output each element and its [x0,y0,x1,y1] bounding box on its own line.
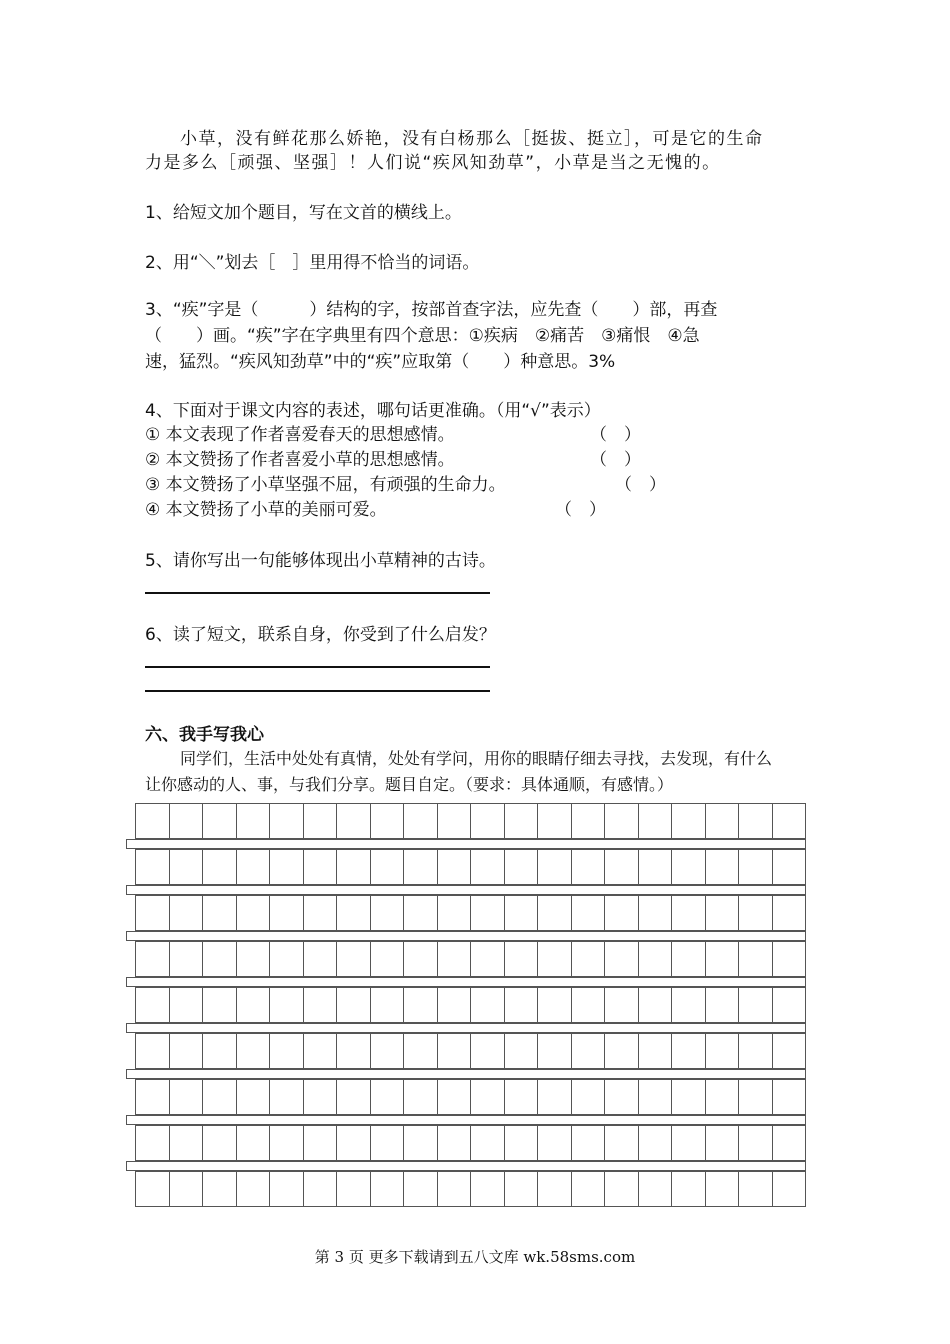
grid-cell[interactable] [136,895,170,931]
grid-row [135,987,806,1023]
grid-cell[interactable] [203,849,237,885]
grid-cell[interactable] [404,941,438,977]
grid-cell[interactable] [505,849,539,885]
grid-cell[interactable] [538,1171,572,1207]
grid-cell[interactable] [371,941,405,977]
grid-cell[interactable] [304,1079,338,1115]
grid-cell[interactable] [706,803,740,839]
section-title: 六、我手写我心 [145,725,264,745]
page-footer: 第 3 页 更多下载请到五八文库 wk.58sms.com [314,1248,636,1266]
grid-cell[interactable] [505,803,539,839]
grid-cell[interactable] [270,1079,304,1115]
grid-cell[interactable] [572,1033,606,1069]
grid-cell[interactable] [773,1079,807,1115]
grid-cell[interactable] [538,895,572,931]
grid-cell[interactable] [304,987,338,1023]
grid-cell[interactable] [237,987,271,1023]
q4-option: ④ 本文赞扬了小草的美丽可爱。 [145,500,387,520]
grid-spacer [126,1115,806,1125]
grid-row [135,849,806,885]
grid-cell[interactable] [538,803,572,839]
grid-cell[interactable] [471,987,505,1023]
grid-cell[interactable] [773,1171,807,1207]
grid-cell[interactable] [739,941,773,977]
grid-cell[interactable] [572,1171,606,1207]
grid-cell[interactable] [538,1033,572,1069]
q4-option: ② 本文赞扬了作者喜爱小草的思想感情。 [145,450,455,470]
grid-cell[interactable] [672,1079,706,1115]
grid-cell[interactable] [605,1171,639,1207]
grid-cell[interactable] [270,803,304,839]
grid-cell[interactable] [136,1125,170,1161]
grid-spacer [126,1069,806,1079]
grid-cell[interactable] [371,1033,405,1069]
grid-cell[interactable] [773,1033,807,1069]
grid-row [135,803,806,839]
grid-cell[interactable] [773,895,807,931]
grid-cell[interactable] [270,1033,304,1069]
grid-cell[interactable] [371,1171,405,1207]
grid-cell[interactable] [136,1079,170,1115]
grid-cell[interactable] [304,895,338,931]
grid-cell[interactable] [404,849,438,885]
grid-cell[interactable] [505,1079,539,1115]
grid-cell[interactable] [639,1171,673,1207]
grid-cell[interactable] [136,849,170,885]
grid-cell[interactable] [304,803,338,839]
grid-cell[interactable] [639,987,673,1023]
question-1: 1、给短文加个题目，写在文首的横线上。 [145,203,462,223]
grid-cell[interactable] [706,895,740,931]
grid-cell[interactable] [471,895,505,931]
grid-cell[interactable] [605,987,639,1023]
grid-cell[interactable] [672,895,706,931]
grid-cell[interactable] [672,987,706,1023]
grid-cell[interactable] [572,803,606,839]
grid-cell[interactable] [471,1171,505,1207]
grid-cell[interactable] [438,803,472,839]
grid-cell[interactable] [639,1125,673,1161]
grid-cell[interactable] [237,1125,271,1161]
writing-grid[interactable] [126,803,806,1207]
grid-cell[interactable] [706,1033,740,1069]
question-4: 4、下面对于课文内容的表述，哪句话更准确。（用“√”表示） [145,401,601,421]
grid-cell[interactable] [505,895,539,931]
grid-cell[interactable] [639,1033,673,1069]
grid-cell[interactable] [438,941,472,977]
question-3: 速，猛烈。“疾风知劲草”中的“疾”应取第（ ）种意思。3% [145,352,616,372]
grid-cell[interactable] [203,895,237,931]
grid-cell[interactable] [538,849,572,885]
grid-cell[interactable] [170,1171,204,1207]
passage-line: 小草，没有鲜花那么娇艳，没有白杨那么［挺拔、挺立］，可是它的生命 [180,129,764,149]
grid-cell[interactable] [404,1033,438,1069]
q4-option: ① 本文表现了作者喜爱春天的思想感情。 [145,425,455,445]
grid-cell[interactable] [605,1079,639,1115]
grid-cell[interactable] [203,1171,237,1207]
grid-cell[interactable] [438,1171,472,1207]
grid-cell[interactable] [672,849,706,885]
grid-cell[interactable] [672,1171,706,1207]
grid-spacer [126,1023,806,1033]
question-6: 6、读了短文，联系自身，你受到了什么启发？ [145,625,496,645]
grid-cell[interactable] [203,1125,237,1161]
grid-cell[interactable] [203,987,237,1023]
grid-cell[interactable] [170,941,204,977]
grid-cell[interactable] [337,1125,371,1161]
grid-cell[interactable] [739,1033,773,1069]
grid-cell[interactable] [773,941,807,977]
grid-spacer [126,885,806,895]
grid-cell[interactable] [404,1171,438,1207]
grid-cell[interactable] [337,895,371,931]
grid-cell[interactable] [773,987,807,1023]
grid-cell[interactable] [237,849,271,885]
grid-cell[interactable] [605,803,639,839]
grid-cell[interactable] [572,849,606,885]
grid-cell[interactable] [739,803,773,839]
grid-cell[interactable] [605,1033,639,1069]
grid-cell[interactable] [304,849,338,885]
grid-cell[interactable] [371,849,405,885]
grid-cell[interactable] [203,941,237,977]
grid-cell[interactable] [170,1125,204,1161]
grid-row [135,1079,806,1115]
grid-spacer [126,1161,806,1171]
grid-cell[interactable] [170,895,204,931]
q4-answer-blank[interactable]: （ ） [590,450,641,470]
grid-cell[interactable] [371,803,405,839]
grid-cell[interactable] [337,941,371,977]
grid-cell[interactable] [572,895,606,931]
q4-answer-blank[interactable]: （ ） [615,475,666,495]
grid-cell[interactable] [572,941,606,977]
grid-cell[interactable] [505,1125,539,1161]
grid-cell[interactable] [270,987,304,1023]
grid-cell[interactable] [438,849,472,885]
grid-cell[interactable] [438,1125,472,1161]
grid-cell[interactable] [170,803,204,839]
grid-cell[interactable] [773,803,807,839]
grid-cell[interactable] [605,941,639,977]
grid-cell[interactable] [404,1079,438,1115]
grid-cell[interactable] [605,895,639,931]
grid-spacer [126,931,806,941]
grid-cell[interactable] [136,1171,170,1207]
grid-cell[interactable] [639,941,673,977]
grid-cell[interactable] [505,1171,539,1207]
grid-cell[interactable] [304,1125,338,1161]
grid-cell[interactable] [304,1033,338,1069]
grid-cell[interactable] [170,849,204,885]
grid-cell[interactable] [639,895,673,931]
grid-cell[interactable] [739,1171,773,1207]
grid-cell[interactable] [471,1033,505,1069]
grid-cell[interactable] [203,803,237,839]
grid-cell[interactable] [237,803,271,839]
question-3: 3、“疾”字是（ ）结构的字，按部首查字法，应先查（ ）部，再查 [145,300,718,320]
grid-cell[interactable] [505,941,539,977]
grid-cell[interactable] [739,987,773,1023]
grid-cell[interactable] [404,1125,438,1161]
grid-cell[interactable] [438,987,472,1023]
answer-line[interactable] [145,592,490,594]
grid-cell[interactable] [706,849,740,885]
grid-cell[interactable] [672,941,706,977]
grid-cell[interactable] [304,941,338,977]
grid-cell[interactable] [672,1033,706,1069]
grid-cell[interactable] [203,1079,237,1115]
grid-row [135,941,806,977]
question-5: 5、请你写出一句能够体现出小草精神的古诗。 [145,551,496,571]
grid-cell[interactable] [237,1171,271,1207]
grid-cell[interactable] [136,987,170,1023]
grid-cell[interactable] [538,1079,572,1115]
grid-cell[interactable] [639,849,673,885]
grid-cell[interactable] [136,941,170,977]
grid-cell[interactable] [371,1079,405,1115]
grid-cell[interactable] [672,1125,706,1161]
grid-cell[interactable] [538,987,572,1023]
section-prompt: 让你感动的人、事，与我们分享。题目自定。（要求：具体通顺，有感情。） [145,775,674,794]
grid-cell[interactable] [337,1033,371,1069]
grid-cell[interactable] [505,1033,539,1069]
grid-cell[interactable] [739,895,773,931]
grid-cell[interactable] [371,1125,405,1161]
grid-cell[interactable] [170,987,204,1023]
grid-cell[interactable] [136,1033,170,1069]
grid-cell[interactable] [203,1033,237,1069]
grid-cell[interactable] [404,987,438,1023]
grid-cell[interactable] [136,803,170,839]
grid-cell[interactable] [639,803,673,839]
grid-cell[interactable] [706,1171,740,1207]
grid-cell[interactable] [371,895,405,931]
answer-line[interactable] [145,690,490,692]
grid-cell[interactable] [438,1033,472,1069]
grid-cell[interactable] [672,803,706,839]
q4-option: ③ 本文赞扬了小草坚强不屈，有顽强的生命力。 [145,475,506,495]
grid-cell[interactable] [739,849,773,885]
grid-cell[interactable] [605,1125,639,1161]
grid-cell[interactable] [572,987,606,1023]
grid-cell[interactable] [270,941,304,977]
grid-cell[interactable] [572,1079,606,1115]
grid-row [135,895,806,931]
grid-spacer [126,839,806,849]
grid-cell[interactable] [471,941,505,977]
q4-answer-blank[interactable]: （ ） [590,425,641,445]
grid-cell[interactable] [739,1125,773,1161]
grid-cell[interactable] [371,987,405,1023]
grid-cell[interactable] [739,1079,773,1115]
grid-cell[interactable] [304,1171,338,1207]
grid-cell[interactable] [337,803,371,839]
grid-cell[interactable] [605,849,639,885]
grid-cell[interactable] [538,1125,572,1161]
grid-cell[interactable] [337,849,371,885]
question-2: 2、用“＼”划去［ ］里用得不恰当的词语。 [145,253,480,273]
grid-cell[interactable] [706,987,740,1023]
grid-cell[interactable] [270,849,304,885]
grid-cell[interactable] [337,987,371,1023]
section-prompt: 同学们，生活中处处有真情，处处有学问，用你的眼睛仔细去寻找，去发现，有什么 [180,749,773,768]
grid-cell[interactable] [404,895,438,931]
grid-cell[interactable] [438,895,472,931]
grid-cell[interactable] [237,895,271,931]
grid-cell[interactable] [170,1033,204,1069]
grid-cell[interactable] [572,1125,606,1161]
grid-cell[interactable] [270,1171,304,1207]
grid-cell[interactable] [170,1079,204,1115]
grid-cell[interactable] [237,1079,271,1115]
grid-cell[interactable] [404,803,438,839]
grid-row [135,1033,806,1069]
grid-cell[interactable] [471,849,505,885]
grid-cell[interactable] [706,1079,740,1115]
grid-cell[interactable] [438,1079,472,1115]
grid-cell[interactable] [270,1125,304,1161]
answer-line[interactable] [145,666,490,668]
grid-cell[interactable] [471,1125,505,1161]
grid-row [135,1125,806,1161]
grid-row [135,1171,806,1207]
grid-cell[interactable] [270,895,304,931]
grid-cell[interactable] [505,987,539,1023]
passage-line: 力是多么［顽强、坚强］！人们说“疾风知劲草”，小草是当之无愧的。 [145,153,721,173]
grid-cell[interactable] [773,1125,807,1161]
grid-cell[interactable] [471,803,505,839]
grid-cell[interactable] [237,941,271,977]
grid-cell[interactable] [773,849,807,885]
grid-cell[interactable] [471,1079,505,1115]
grid-cell[interactable] [706,941,740,977]
grid-cell[interactable] [337,1171,371,1207]
q4-answer-blank[interactable]: （ ） [555,500,606,520]
question-3: （ ）画。“疾”字在字典里有四个意思：①疾病 ②痛苦 ③痛恨 ④急 [145,326,700,346]
grid-cell[interactable] [706,1125,740,1161]
grid-cell[interactable] [337,1079,371,1115]
grid-spacer [126,977,806,987]
grid-cell[interactable] [538,941,572,977]
grid-cell[interactable] [639,1079,673,1115]
grid-cell[interactable] [237,1033,271,1069]
